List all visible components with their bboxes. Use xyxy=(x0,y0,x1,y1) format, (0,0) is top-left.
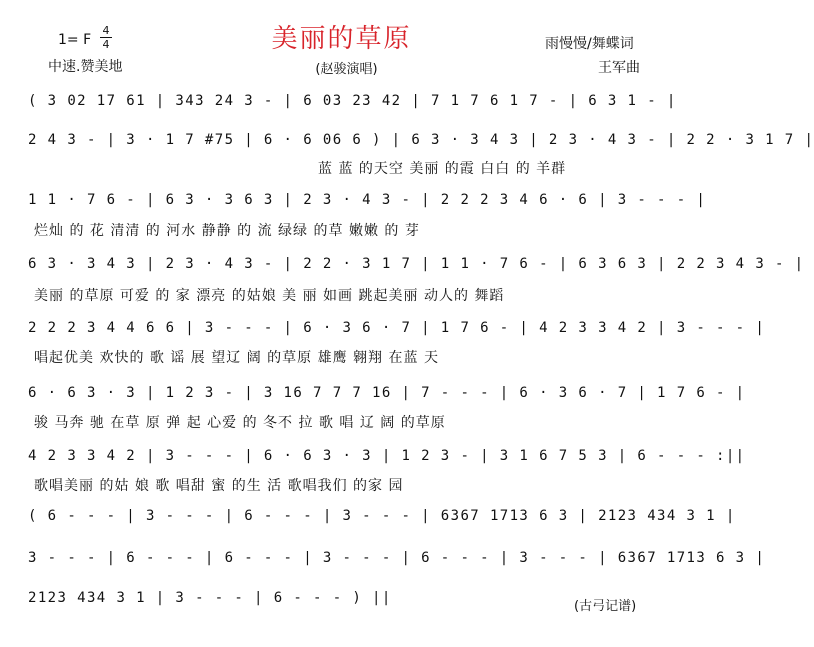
lyrics-line-4: 唱起优美 欢快的 歌 谣 展 望辽 阔 的草原 雄鹰 翱翔 在蓝 天 xyxy=(34,350,439,366)
time-numerator: 4 xyxy=(102,24,110,37)
notation-line-10: 2123 434 3 1 | 3 - - - | 6 - - - ) || xyxy=(28,590,392,606)
lyrics-line-5: 骏 马奔 驰 在草 原 弹 起 心爱 的 冬不 拉 歌 唱 辽 阔 的草原 xyxy=(34,415,446,431)
key-signature: 1= F xyxy=(58,32,92,48)
lyrics-line-2: 烂灿 的 花 清清 的 河水 静静 的 流 绿绿 的草 嫩嫩 的 芽 xyxy=(34,223,420,239)
notation-line-1: ( 3 02 17 61 | 343 24 3 - | 6 03 23 42 | 7 1 7 6 1 7 - | 6 3 1 - | xyxy=(28,93,677,109)
time-signature xyxy=(100,25,112,50)
time-denominator: 4 xyxy=(102,38,110,51)
notation-line-2: 2 4 3 - | 3 · 1 7 #75 | 6 · 6 06 6 ) | 6 3 · 3 4 3 | 2 3 · 4 3 - | 2 2 · 3 1 7 | xyxy=(28,132,814,148)
notation-line-6: 6 · 6 3 · 3 | 1 2 3 - | 3 16 7 7 7 16 | 7 - - - | 6 · 3 6 · 7 | 1 7 6 - | xyxy=(28,385,746,401)
lyrics-line-1: 蓝 蓝 的天空 美丽 的霞 白白 的 羊群 xyxy=(318,161,567,177)
notation-line-7: 4 2 3 3 4 2 | 3 - - - | 6 · 6 3 · 3 | 1 2 3 - | 3 1 6 7 5 3 | 6 - - - :|| xyxy=(28,448,746,464)
notation-line-4: 6 3 · 3 4 3 | 2 3 · 4 3 - | 2 2 · 3 1 7 | 1 1 · 7 6 - | 6 3 6 3 | 2 2 3 4 3 - | xyxy=(28,256,805,272)
notation-line-9: 3 - - - | 6 - - - | 6 - - - | 3 - - - | 6 - - - | 3 - - - | 6367 1713 6 3 | xyxy=(28,550,766,566)
lyricist-credit: 雨慢慢/舞蝶词 xyxy=(545,36,634,52)
lyrics-line-3: 美丽 的草原 可爱 的 家 漂亮 的姑娘 美 丽 如画 跳起美丽 动人的 舞蹈 xyxy=(34,288,505,304)
tempo-marking: 中速.赞美地 xyxy=(48,59,123,75)
singer-credit: (赵骏演唱) xyxy=(315,62,378,77)
song-title: 美丽的草原 xyxy=(271,24,412,54)
composer-credit: 王军曲 xyxy=(598,60,640,76)
transcriber-note: (古弓记谱) xyxy=(574,599,637,614)
notation-line-5: 2 2 2 3 4 4 6 6 | 3 - - - | 6 · 3 6 · 7 | 1 7 6 - | 4 2 3 3 4 2 | 3 - - - | xyxy=(28,320,766,336)
notation-line-8: ( 6 - - - | 3 - - - | 6 - - - | 3 - - - | 6367 1713 6 3 | 2123 434 3 1 | xyxy=(28,508,736,524)
notation-line-3: 1 1 · 7 6 - | 6 3 · 3 6 3 | 2 3 · 4 3 - | 2 2 2 3 4 6 · 6 | 3 - - - | xyxy=(28,192,707,208)
lyrics-line-6: 歌唱美丽 的姑 娘 歌 唱甜 蜜 的生 活 歌唱我们 的家 园 xyxy=(34,478,404,494)
